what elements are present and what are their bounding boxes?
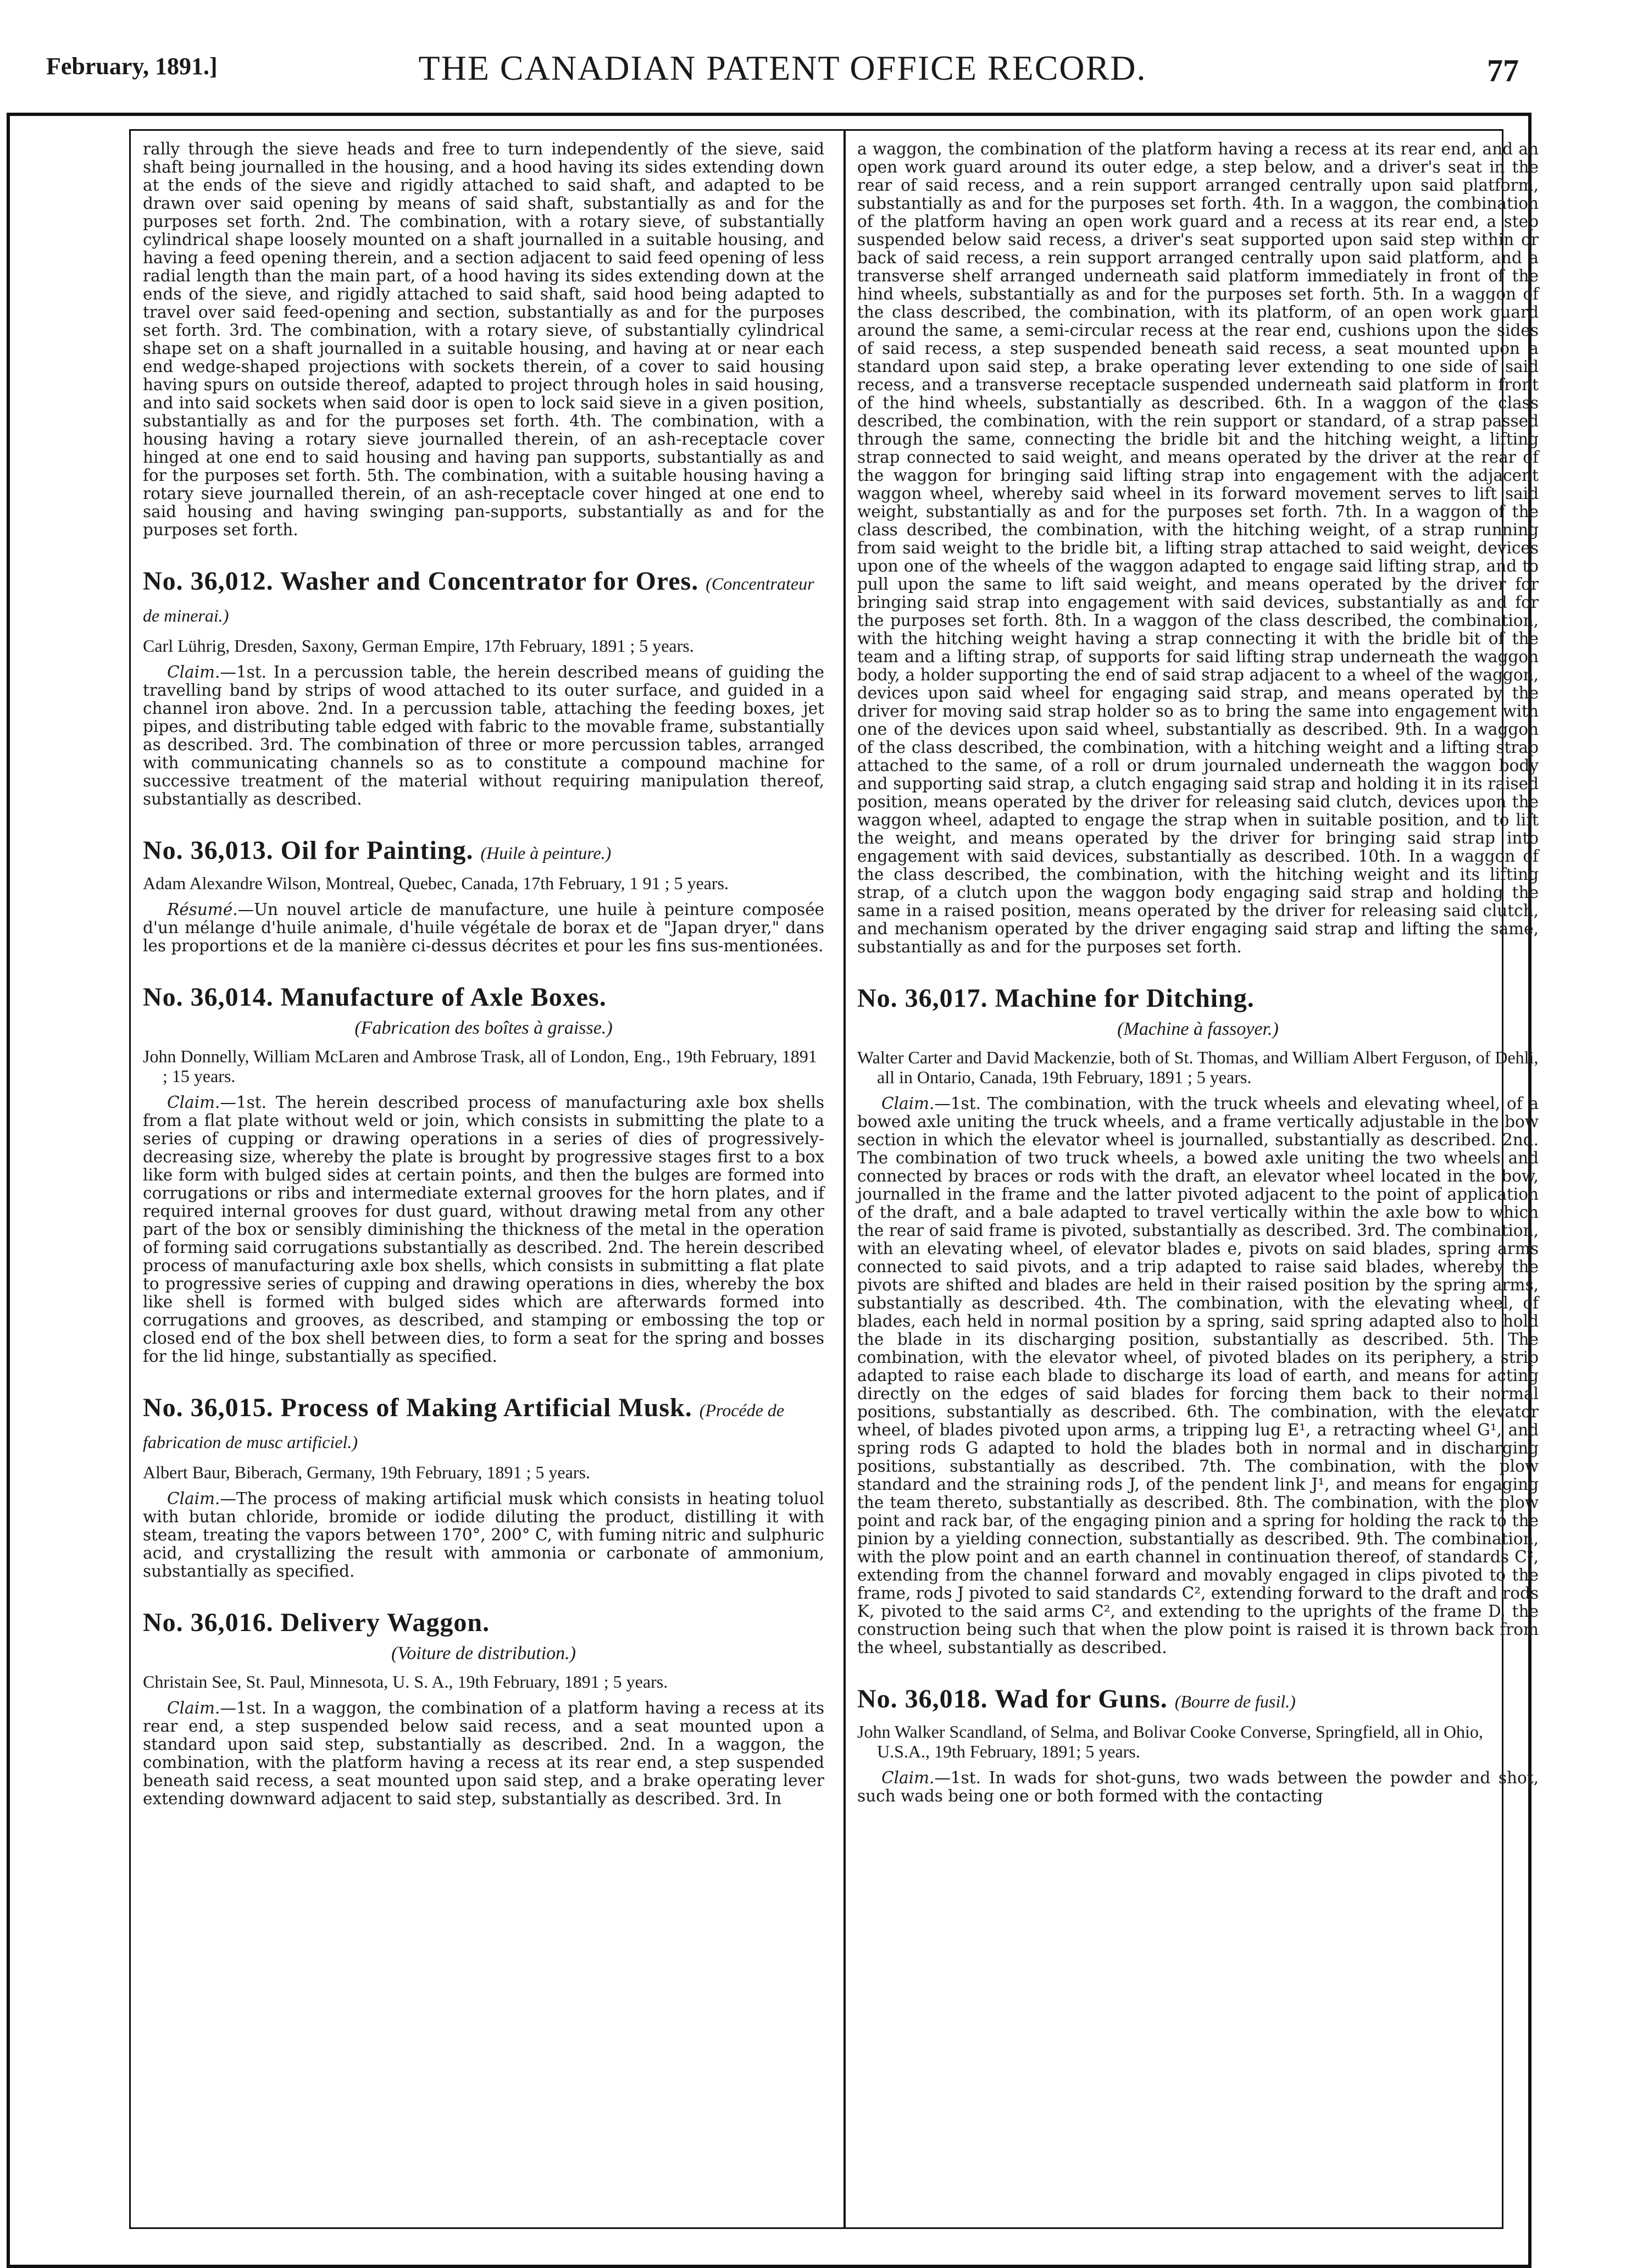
patent-heading <box>143 1608 824 1638</box>
grantee: Christain See, St. Paul, Minnesota, U. S. A., 19th February, 1891 ; 5 years. <box>143 1672 668 1692</box>
claim-body: —1st. In a waggon, the combination of a platform having a recess at its rear end, a step suspended below said recess, and a seat mounted upon a standard upon said step, substantially as described. 2nd. In a waggon, the combination, with the platform having a recess at its rear end, a step suspended beneath said recess, a seat mounted upon said step, and a brake operating lever extending downward adjacent to said step, substantially as described. 3rd. In <box>143 1699 824 1808</box>
claim-text <box>143 663 824 808</box>
patent-heading <box>143 836 824 868</box>
grantee: Carl Lührig, Dresden, Saxony, German Empire, 17th February, 1891 ; 5 years. <box>143 636 694 656</box>
claim-body: —1st. In a percussion table, the herein described means of guiding the travelling band by strips of wood attached to its outer surface, and guided in a channel iron above. 2nd. In a percussion table, attaching the feeding boxes, jet pipes, and distributing table edged with fabric to the movable frame, substantially as described. 3rd. The combination of three or more percussion tables, arranged with communicating channels so as to constitute a compound machine for successive treatment of the material without requiring manipulation thereof, substantially as described. <box>143 663 824 808</box>
grantee: Walter Carter and David Mackenzie, both of St. Thomas, and William Albert Ferguson, of Dehli, all in Ontario, Canada, 19th February, 1891 ; 5 years. <box>857 1047 1539 1087</box>
patent-heading <box>857 1684 1539 1716</box>
patent-number: No. 36,013. <box>143 836 274 865</box>
claim-text <box>143 1094 824 1366</box>
french-title: (Bourre de fusil.) <box>1174 1692 1296 1711</box>
patent-heading <box>143 1393 824 1457</box>
claim-body: —Un nouvel article de manufacture, une huile à peinture composée d'un mélange d'huile animale, d'huile végétale de borax et de "Japan dryer," dans les proportions et de la manière ci-dessus décrites et pour les fins sus-mentionées. <box>143 900 824 955</box>
patent-title: Oil for Painting. <box>280 836 474 865</box>
patent-heading <box>143 567 824 630</box>
issue-date: February, 1891.] <box>46 53 218 80</box>
grantee: John Donnelly, William McLaren and Ambrose Trask, all of London, Eng., 19th February, 1891 ; 15 years. <box>143 1046 817 1086</box>
claim-body: —The process of making artificial musk which consists in heating toluol with butan chloride, bromide or iodide diluting the product, distilling it with steam, treating the vapors between 170°, 200° C, with fuming nitric and sulphuric acid, and crystallizing the result with ammonia or carbonate of ammonium, substantially as specified. <box>143 1489 824 1581</box>
patent-number: No. 36,015. <box>143 1393 274 1422</box>
continued-claims: rally through the sieve heads and free to turn independently of the sieve, said shaft being journalled in the housing, and a hood having its sides extending down at the ends of the sieve and rigidly attached to said shaft, and adapted to be drawn over said opening by means of said shaft, substantially as and for the purposes set forth. 2nd. The combination, with a rotary sieve, of substantially cylindrical shape loosely mounted on a shaft journalled in a suitable housing, and having a feed opening therein, and a section adjacent to said feed opening of less radial length than the main part, of a hood having its sides extending down at the ends of the sieve, and rigidly attached to said shaft, said hood being adapted to travel over said feed-opening and section, substantially as and for the purposes set forth. 3rd. The combination, with a rotary sieve, of substantially cylindrical shape set on a shaft journalled in a suitable housing, and having at or near each end wedge-shaped projections with sockets therein, of a cover to said housing having spurs on outside thereof, adapted to project through holes in said housing, and into said sockets when said door is open to lock said sieve in a given position, substantially as and for the purposes set forth. 4th. The combination, with a housing having a rotary sieve journalled therein, of an ash-receptacle cover hinged at one end to said housing and having pan supports, substantially as and for the purposes set forth. 5th. The combination, with a suitable housing having a rotary sieve journalled therein, of an ash-receptacle cover hinged at one end to said housing and having swinging pan-supports, substantially as and for the purposes set forth. <box>143 140 824 539</box>
column-divider <box>844 131 846 2227</box>
claim-text <box>857 1769 1539 1805</box>
left-column <box>143 140 824 1816</box>
claim-text <box>143 1490 824 1581</box>
patent-entry-36016 <box>143 1608 824 1808</box>
right-column <box>857 140 1539 1813</box>
grantee: Adam Alexandre Wilson, Montreal, Quebec, Canada, 17th February, 1 91 ; 5 years. <box>143 873 729 893</box>
patent-entry-36018 <box>857 1684 1539 1805</box>
grantee: John Walker Scandland, of Selma, and Bolivar Cooke Converse, Springfield, all in Ohio, U.S.A., 19th February, 1891; 5 years. <box>857 1722 1483 1761</box>
continued-claims: a waggon, the combination of the platform having a recess at its rear end, and an open work guard around its outer edge, a step below, and a driver's seat in the rear of said recess, and a rein support arranged centrally upon said platform, substantially as and for the purposes set forth. 4th. In a waggon, the combination of the platform having an open work guard and a recess at its rear end, a step suspended below said recess, a driver's seat supported upon said step within or back of said recess, a rein support arranged centrally upon said platform, and a transverse shelf arranged underneath said platform immediately in front of the hind wheels, substantially as and for the purposes set forth. 5th. In a waggon of the class described, the combination, with its platform, of an open work guard around the same, a semi-circular recess at the rear end, cushions upon the sides of said recess, a step suspended beneath said recess, a seat mounted upon a standard upon said step, a brake operating lever extending to one side of said recess, and a transverse receptacle suspended underneath said platform in front of the hind wheels, substantially as described. 6th. In a waggon of the class described, the combination, with the rein support or standard, of a strap passed through the same, connecting the bridle bit and the hitching weight, a lifting strap connected to said weight, and means operated by the driver at the rear of the waggon for bringing said lifting strap into engagement with the adjacent waggon wheel, whereby said wheel in its forward movement serves to lift said weight, substantially as and for the purposes set forth. 7th. In a waggon of the class described, the combination, with the hitching weight, of a strap running from said weight to the bridle bit, a lifting strap attached to said weight, devices upon one of the wheels of the waggon adapted to engage said lifting strap, and to pull upon the same to lift said weight, and means operated by the driver for bringing said strap into engagement with said devices, substantially as and for the purposes set forth. 8th. In a waggon of the class described, the combination, with the hitching weight having a strap connecting it with the bridle bit of the team and a lifting strap, of supports for said lifting strap underneath the waggon body, a holder supporting the end of said strap adjacent to a wheel of the waggon, devices upon said wheel for engaging said strap, and means operated by the driver for moving said strap holder so as to bring the same into engagement with one of the devices upon said wheel, substantially as described. 9th. In a waggon of the class described, the combination, with a hitching weight and a lifting strap attached to the same, of a roll or drum journaled underneath the waggon body and supporting said strap, a clutch engaging said strap and holding it in its raised position, means operated by the driver for releasing said clutch, devices upon the waggon wheel, adapted to engage the strap when in suitable position, and to lift the weight, and means operated by the driver for bringing said strap into engagement with said devices, substantially as described. 10th. In a waggon of the class described, the combination, with the hitching weight and its lifting strap, of a clutch upon the waggon body engaging said strap and holding the same in a raised position, means operated by the driver for releasing said clutch, and mechanism operated by the driver engaging said strap and lifting the same, substantially as and for the purposes set forth. <box>857 140 1539 956</box>
patent-number: No. 36,012. <box>143 567 274 596</box>
patent-entry-36015 <box>143 1393 824 1581</box>
patent-title: Process of Making Artificial Musk. <box>280 1393 692 1422</box>
publication-title: THE CANADIAN PATENT OFFICE RECORD. <box>418 48 1147 87</box>
claim-label: Claim. <box>167 1489 220 1508</box>
patent-entry-36013 <box>143 836 824 955</box>
patent-number: No. 36,014. <box>143 983 274 1012</box>
french-title: (Huile à peinture.) <box>480 843 612 863</box>
patent-title: Manufacture of Axle Boxes. <box>280 983 607 1012</box>
claim-label: Claim. <box>881 1768 935 1787</box>
patent-number: No. 36,018. <box>857 1684 988 1714</box>
claim-body: —1st. The combination, with the truck wheels and elevating wheel, of a bowed axle uniting the truck wheels, and a frame vertically adjustable in the bow section in which the elevator wheel is journalled, substantially as described. 2nd. The combination of two truck wheels, a bowed axle uniting the two wheels and connected by braces or rods with the draft, an elevator wheel located in the bow, journalled in the frame and the latter pivoted adjacent to the point of application of the draft, and a bale adapted to travel vertically within the axle bow to which the rear of said frame is pivoted, substantially as described. 3rd. The combination, with an elevating wheel, of elevator blades e, pivots on said blades, spring arms connected to said pivots, and a trip adapted to raise said blades, whereby the pivots are shifted and blades are held in their raised position by the spring arms, substantially as described. 4th. The combination, with the elevating wheel, of blades, each held in normal position by a spring, said spring adapted also to hold the blade in its discharging position, substantially as described. 5th. The combination, with the elevator wheel, of pivoted blades on its periphery, a strip adapted to raise each blade to discharge its load of earth, and means for acting directly on the edges of said blades for forcing them back to their normal positions, substantially as described. 6th. The combination, with the elevator wheel, of blades pivoted upon arms, a tripping lug E¹, a retracting wheel G¹, and spring rods G adapted to hold the blades both in normal and in discharging positions, substantially as described. 7th. The combination, with the plow standard and the straining rods J, of the pendent link J¹, and means for engaging the team thereto, substantially as described. 8th. The combination, with the plow point and rack bar, of the engaging pinion and a spring for holding the rack to the pinion by a yielding connection, substantially as described. 9th. The combination, with the plow point and an earth channel in continuation thereof, of standards C², extending from the channel forward and movably engaged in clips pivoted to the frame, rods J pivoted to said standards C², extending forward to the draft and rods K, pivoted to the said arms C², and extending to the uprights of the frame D, the construction being such that when the plow point is raised it is thrown back from the wheel, substantially as described. <box>857 1094 1539 1657</box>
patent-title: Wad for Guns. <box>994 1684 1168 1714</box>
patent-title: Delivery Waggon. <box>280 1608 490 1637</box>
patent-number: No. 36,017. <box>857 984 988 1013</box>
claim-text <box>143 901 824 955</box>
claim-text <box>857 1095 1539 1657</box>
claim-label: Claim. <box>167 1699 220 1717</box>
claim-label: Résumé. <box>167 900 238 919</box>
patent-number: No. 36,016. <box>143 1608 274 1637</box>
patent-entry-36012 <box>143 567 824 808</box>
patent-title: Machine for Ditching. <box>995 984 1255 1013</box>
claim-label: Claim. <box>881 1094 935 1113</box>
patent-entry-36014 <box>143 983 824 1366</box>
french-title: (Procéde de fabrication de musc artificiel.) <box>143 1400 785 1452</box>
french-title: (Voiture de distribution.) <box>391 1643 576 1663</box>
grantee: Albert Baur, Biberach, Germany, 19th February, 1891 ; 5 years. <box>143 1462 590 1482</box>
patent-heading <box>857 984 1539 1013</box>
french-title: (Concentrateur de minerai.) <box>143 574 814 625</box>
claim-body: —1st. In wads for shot-guns, two wads between the powder and shot, such wads being one or both formed with the contacting <box>857 1768 1539 1805</box>
claim-body: —1st. The herein described process of manufacturing axle box shells from a flat plate without weld or join, which consists in submitting the plate to a series of cupping or drawing operations in a series of dies of progressively-decreasing size, whereby the plate is brought by progressive stages first to a box like form with bulged sides at certain points, and then the bulges are formed into corrugations or ribs and intermediate external grooves for the horn plates, and if required internal grooves for dust guard, without drawing metal from any other part of the box or sensibly diminishing the thickness of the metal in the operation of forming said corrugations substantially as described. 2nd. The herein described process of manufacturing axle box shells, which consists in submitting a flat plate to progressive series of cupping and drawing operations in dies, whereby the box like shell is formed with bulged sides which are afterwards formed into corrugations and grooves, as described, and stamping or embossing the top or closed end of the box shell between dies, to form a seat for the spring and bosses for the lid hinge, substantially as specified. <box>143 1093 824 1366</box>
claim-label: Claim. <box>167 663 220 681</box>
french-title: (Fabrication des boîtes à graisse.) <box>354 1018 613 1038</box>
patent-title: Washer and Concentrator for Ores. <box>280 567 699 596</box>
running-head <box>46 48 1519 113</box>
claim-text <box>143 1699 824 1808</box>
patent-entry-36017 <box>857 984 1539 1657</box>
page-number: 77 <box>1487 53 1519 88</box>
patent-heading <box>143 983 824 1012</box>
claim-label: Claim. <box>167 1093 220 1112</box>
french-title: (Machine à fassoyer.) <box>1117 1019 1279 1039</box>
